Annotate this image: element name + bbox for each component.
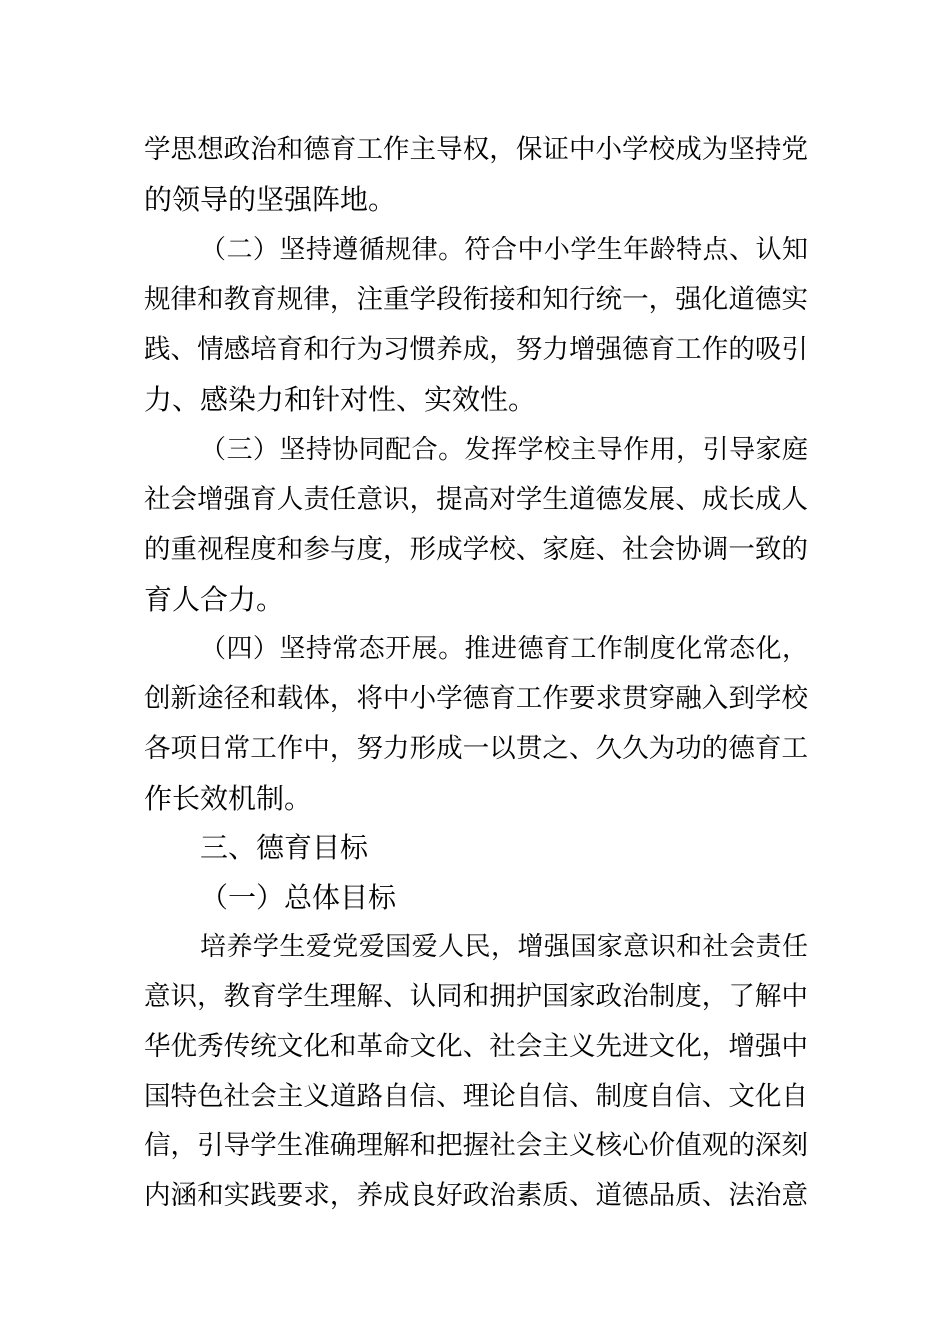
section-paragraph-start: （二）坚持遵循规律。符合中小学生年龄特点、认知 [200,235,808,265]
body-text-line: 作长效机制。 [144,782,313,815]
section-paragraph-start: （四）坚持常态开展。推进德育工作制度化常态化， [200,634,808,664]
body-text-line: 内涵和实践要求，养成良好政治素质、道德品质、法治意 [144,1180,808,1211]
section-heading: 三、德育目标 [200,831,369,864]
body-text-line: 社会增强育人责任意识，提高对学生道德发展、成长成人 [144,484,808,515]
body-text-line: 育人合力。 [144,583,285,616]
body-text-line: 华优秀传统文化和革命文化、社会主义先进文化，增强中 [144,1031,808,1062]
section-paragraph-start: （三）坚持协同配合。发挥学校主导作用，引导家庭 [200,435,808,465]
body-text-line: 信，引导学生准确理解和把握社会主义核心价值观的深刻 [144,1130,808,1161]
section-paragraph-start: 培养学生爱党爱国爱人民，增强国家意识和社会责任 [200,932,808,962]
body-text-line: 学思想政治和德育工作主导权，保证中小学校成为坚持党 [144,134,808,165]
body-text-line: 意识，教育学生理解、认同和拥护国家政治制度，了解中 [144,981,808,1012]
subsection-heading: （一）总体目标 [200,881,397,914]
body-text-line: 规律和教育规律，注重学段衔接和知行统一，强化道德实 [144,284,808,315]
body-text-line: 践、情感培育和行为习惯养成，努力增强德育工作的吸引 [144,334,808,365]
body-text-line: 创新途径和载体，将中小学德育工作要求贯穿融入到学校 [144,683,808,714]
body-text-line: 国特色社会主义道路自信、理论自信、制度自信、文化自 [144,1081,808,1112]
body-text-line: 的领导的坚强阵地。 [144,183,397,216]
body-text-line: 力、感染力和针对性、实效性。 [144,383,537,416]
body-text-line: 的重视程度和参与度，形成学校、家庭、社会协调一致的 [144,534,808,565]
body-text-line: 各项日常工作中，努力形成一以贯之、久久为功的德育工 [144,733,808,764]
